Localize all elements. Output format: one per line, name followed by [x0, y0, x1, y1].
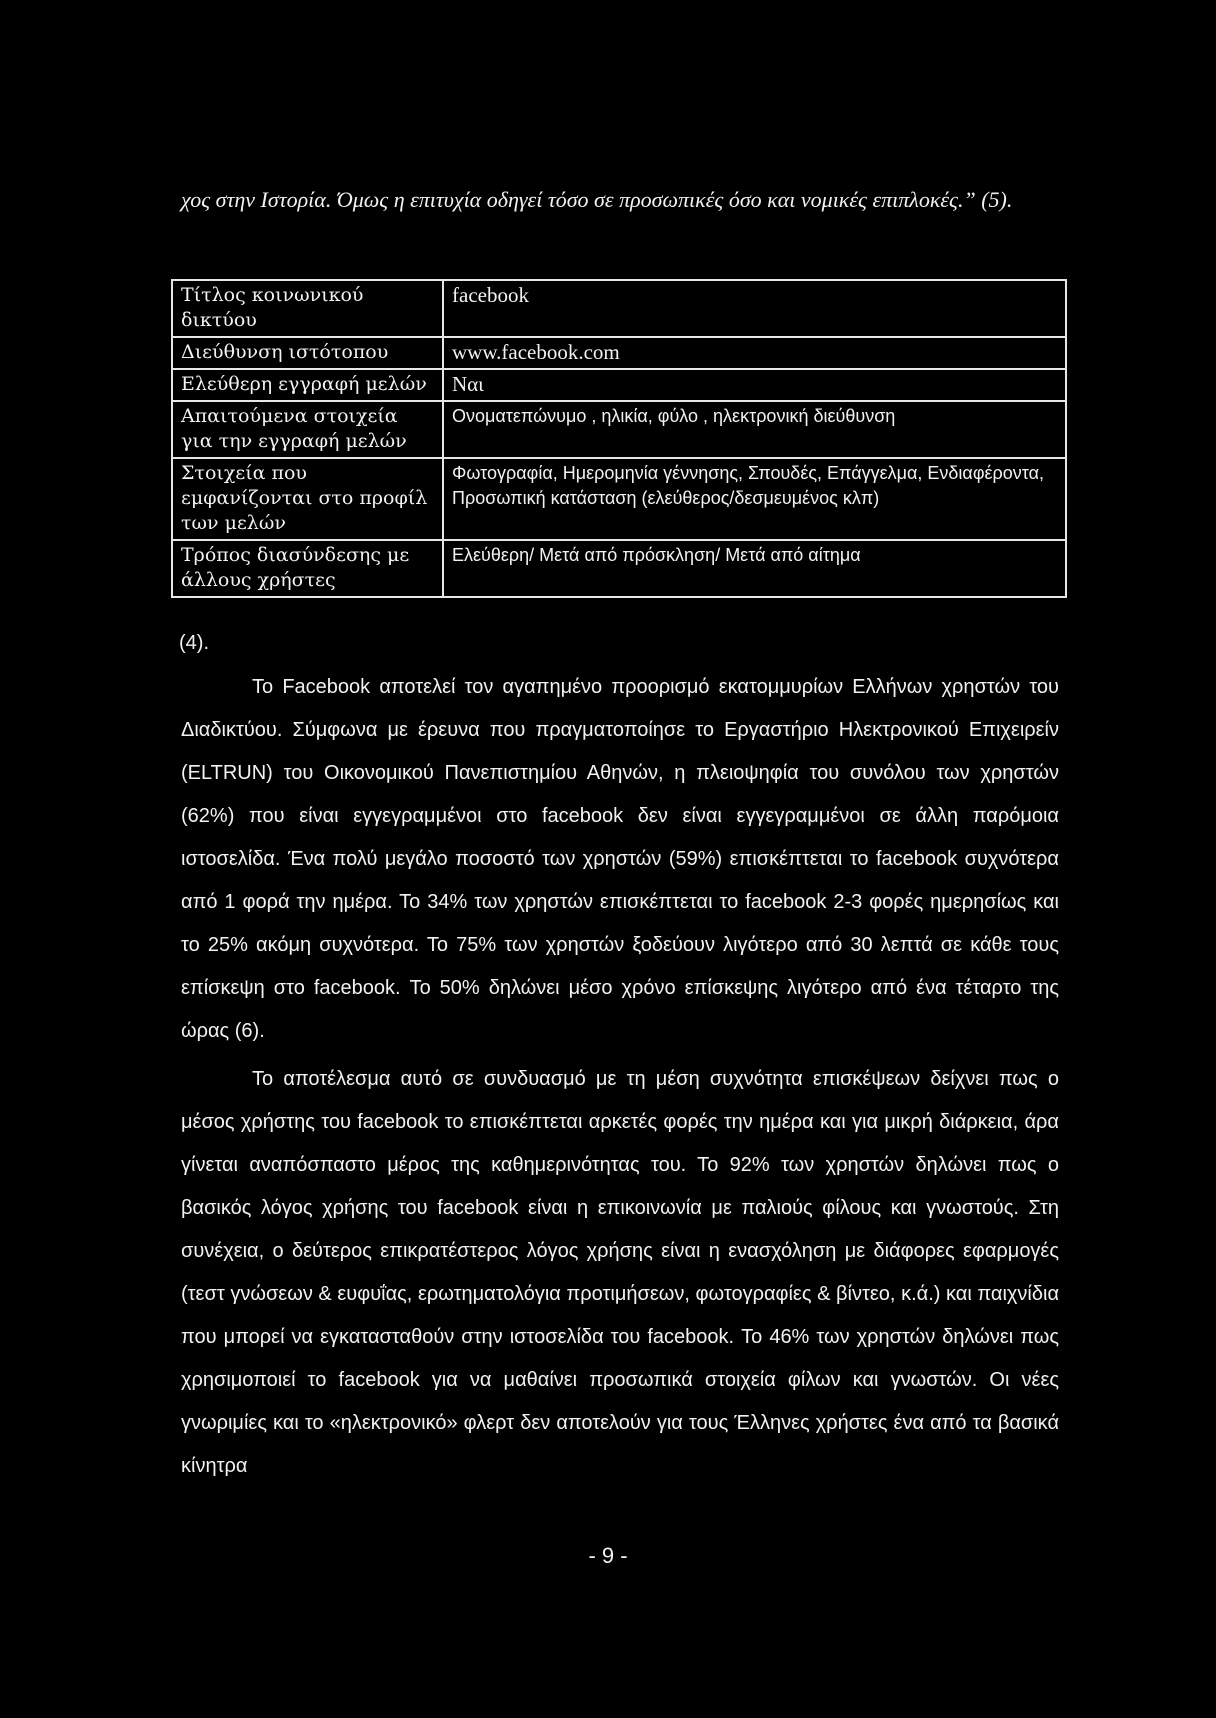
row-value-required-fields: Ονοματεπώνυμο , ηλικία, φύλο , ηλεκτρονική διεύθυνση	[443, 401, 1066, 458]
table-row	[172, 280, 1066, 337]
social-network-info-table	[171, 279, 1067, 598]
row-value-free-registration: Ναι	[443, 369, 1066, 401]
row-label-connection-method: Τρόπος διασύνδεσης με άλλους χρήστες	[172, 540, 443, 597]
row-label-free-registration: Ελεύθερη εγγραφή μελών	[172, 369, 443, 401]
table-row	[172, 540, 1066, 597]
body-paragraph: Το Facebook αποτελεί τον αγαπημένο προορισμό εκατομμυρίων Ελλήνων χρηστών του Διαδικτύου. Σύμφωνα με έρευνα που πραγματοποίησε το Εργαστήριο Ηλεκτρονικού Επιχειρείν (ELTRUN) του Οικονομικού Πανεπιστημίου Αθηνών, η πλειοψηφία του συνόλου των χρηστών (62%) που είναι εγγεγραμμένοι στο facebook δεν είναι εγγεγραμμένοι σε άλλη παρόμοια ιστοσελίδα. Ένα πολύ μεγάλο ποσοστό των χρηστών (59%) επισκέπτεται το facebook συχνότερα από 1 φορά την ημέρα. Το 34% των χρηστών επισκέπτεται το facebook 2-3 φορές ημερησίως και το 25% ακόμη συχνότερα. Το 75% των χρηστών ξοδεύουν λιγότερο από 30 λεπτά σε κάθε τους επίσκεψη στο facebook. Το 50% δηλώνει μέσο χρόνο επίσκεψης λιγότερο από ένα τέταρτο της ώρας (6).	[181, 676, 1059, 1042]
row-value-connection-method: Ελεύθερη/ Μετά από πρόσκληση/ Μετά από αίτημα	[443, 540, 1066, 597]
row-value-site-address: www.facebook.com	[443, 337, 1066, 369]
row-label-required-fields: Απαιτούμενα στοιχεία για την εγγραφή μελών	[172, 401, 443, 458]
row-label-site-address: Διεύθυνση ιστότοπου	[172, 337, 443, 369]
table-row	[172, 369, 1066, 401]
body-paragraph: Το αποτέλεσμα αυτό σε συνδυασμό με τη μέση συχνότητα επισκέψεων δείχνει πως ο μέσος χρήστης του facebook το επισκέπτεται αρκετές φορές την ημέρα και για μικρή διάρκεια, άρα γίνεται αναπόσπαστο μέρος της καθημερινότητας του. Το 92% των χρηστών δηλώνει πως ο βασικός λόγος χρήσης του facebook είναι η επικοινωνία με παλιούς φίλους και γνωστούς. Στη συνέχεια, ο δεύτερος επικρατέστερος λόγος χρήσης είναι η ενασχόληση με διάφορες εφαρμογές (τεστ γνώσεων & ευφυΐας, ερωτηματολόγια προτιμήσεων, φωτογραφίες & βίντεο, κ.ά.) και παιχνίδια που μπορεί να εγκατασταθούν στην ιστοσελίδα του facebook. Το 46% των χρηστών δηλώνει πως χρησιμοποιεί το facebook για να μαθαίνει προσωπικά στοιχεία φίλων και γνωστών. Οι νέες γνωριμίες και το «ηλεκτρονικό» φλερτ δεν αποτελούν για τους Έλληνες χρήστες ένα από τα βασικά κίνητρα	[181, 1068, 1059, 1477]
table-row	[172, 337, 1066, 369]
table-row	[172, 401, 1066, 458]
table-source-citation: (4).	[179, 632, 209, 654]
table-row	[172, 458, 1066, 540]
intro-quote-ending: χος στην Ιστορία. Όμως η επιτυχία οδηγεί τόσο σε προσωπικές όσο και νομικές επιπλοκές.” (5).	[181, 187, 1013, 212]
row-label-profile-fields: Στοιχεία που εμφανίζονται στο προφίλ των μελών	[172, 458, 443, 540]
row-label-network-title: Τίτλος κοινωνικού δικτύου	[172, 280, 443, 337]
page-number: - 9 -	[588, 1543, 628, 1568]
row-value-network-title: facebook	[443, 280, 1066, 337]
row-value-profile-fields: Φωτογραφία, Ημερομηνία γέννησης, Σπουδές, Επάγγελμα, Ενδιαφέροντα, Προσωπική κατάσταση (ελεύθερος/δεσμευμένος κλπ)	[443, 458, 1066, 540]
